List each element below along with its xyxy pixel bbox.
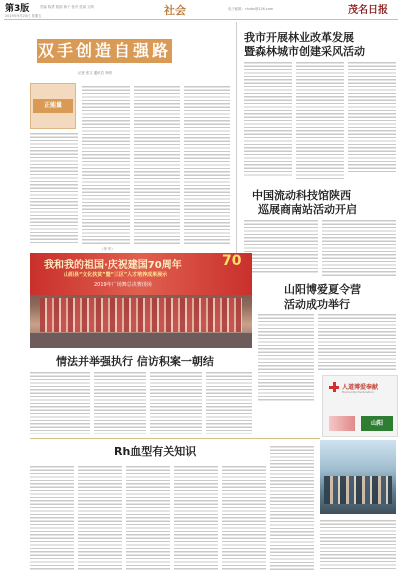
photo-banner-line-3: 2019年广场舞总决赛现场 [94,282,152,288]
bottom-right-text [320,518,396,570]
story3-col-6 [270,444,314,570]
right-low-headline-2: 活动成功举行 [284,298,350,311]
right-mid-col-2 [322,218,396,276]
author-tag: （李 华） [100,247,115,251]
red-cross-ad [322,375,398,437]
page-number: 第3版 [5,4,30,14]
story2-col-2 [94,370,146,434]
summer-camp-photo [320,440,396,514]
story3-headline: Rh血型有关知识 [114,445,197,458]
header-rule [4,19,398,20]
story3-col-4 [174,464,218,570]
main-body-col-2 [82,84,130,244]
positive-energy-label: 正能量 [33,99,73,113]
right-top-col-3 [348,60,396,172]
right-mid-col-1 [244,218,318,274]
positive-energy-box [30,83,76,129]
story3-col-2 [78,464,122,570]
story2-col-1 [30,370,90,434]
right-low-col-1 [258,312,314,402]
performers-row [40,298,242,332]
ad-badge: 山阳 [361,416,393,431]
date-line: 2019年9月20日 星期五 [5,14,42,18]
right-mid-headline-1: 中国流动科技馆陕西 [252,189,351,202]
red-cross-icon [329,382,339,392]
main-body-col-1 [30,131,78,243]
section-title: 社会 [164,4,186,17]
story3-rule [30,438,320,439]
right-top-col-1 [244,60,292,178]
right-top-headline-1: 我市开展林业改革发展 [244,31,354,44]
ad-subtitle: Humanity Dedication [342,390,374,394]
photo-banner-line-2: 山阳县“文化扶贫”暨“三区”人才培养成果展示 [64,272,168,278]
staff-line: 责编 陈勇 版面 韩子 校对 张斌 文网 [40,5,94,9]
story2-col-4 [206,370,252,434]
masthead-logo: 茂名日报 [348,5,388,16]
ad-decoration-icon [329,416,355,431]
story3-col-3 [126,464,170,570]
stage-floor [30,333,252,348]
story3-col-1 [30,464,74,570]
right-column-divider [236,22,237,272]
info-line: 电子邮箱：chxbs@126.com [228,7,274,11]
main-body-col-4 [184,84,230,244]
photo-banner-line-1: 我和我的祖国·庆祝建国70周年 [44,260,182,271]
photo-banner-70: 70 [222,253,242,269]
event-photo [30,253,252,348]
story2-headline: 情法并举强执行 信访积案一朝结 [56,355,214,368]
right-low-headline-1: 山阳博爱夏令营 [284,283,361,296]
ad-title: 人道博爱奉献 [342,384,379,391]
main-byline: 记者 张文 通讯员 李明 [78,71,112,75]
main-body-col-3 [134,84,180,244]
main-headline-banner: 双手创造自强路 [37,39,172,63]
right-mid-headline-2: 巡展商南站活动开启 [258,203,357,216]
right-top-col-2 [296,60,344,180]
classroom-people [324,476,392,504]
story3-col-5 [222,464,266,570]
story2-col-3 [150,370,202,434]
right-top-headline-2: 暨森林城市创建采风活动 [244,45,365,58]
right-low-col-2 [318,312,396,372]
